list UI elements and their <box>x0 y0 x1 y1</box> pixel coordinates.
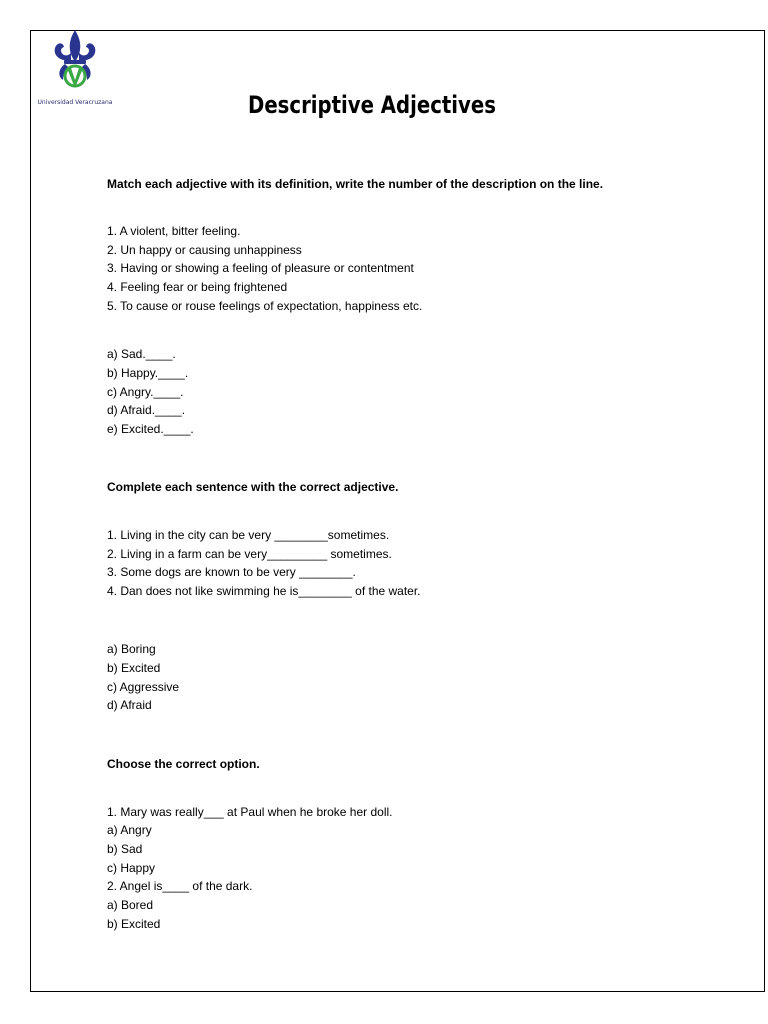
answer-option: b) Sad <box>107 842 143 856</box>
option-item: c) Aggressive <box>107 680 180 694</box>
option-item: b) Excited <box>107 661 161 675</box>
definition-item: 1. A violent, bitter feeling. <box>107 224 241 238</box>
adjective-item: b) Happy.____. <box>107 366 189 380</box>
section3-instruction: Choose the correct option. <box>107 757 260 771</box>
question-item: 1. Mary was really___ at Paul when he broke her doll. <box>107 805 393 819</box>
adjective-item: e) Excited.____. <box>107 422 194 436</box>
university-logo <box>30 28 120 110</box>
section1-instruction: Match each adjective with its definition, write the number of the description on the line. <box>107 177 604 191</box>
adjective-item: d) Afraid.____. <box>107 403 186 417</box>
answer-option: b) Excited <box>107 917 161 931</box>
answer-option: c) Happy <box>107 861 156 875</box>
sentence-item: 4. Dan does not like swimming he is________ of the water. <box>107 584 421 598</box>
option-item: d) Afraid <box>107 698 152 712</box>
page-title: Descriptive Adjectives <box>248 91 496 119</box>
option-item: a) Boring <box>107 642 156 656</box>
sentence-item: 1. Living in the city can be very ________sometimes. <box>107 528 390 542</box>
section2-instruction: Complete each sentence with the correct adjective. <box>107 480 399 494</box>
definition-item: 2. Un happy or causing unhappiness <box>107 243 302 257</box>
sentence-item: 2. Living in a farm can be very_________ sometimes. <box>107 547 392 561</box>
question-item: 2. Angel is____ of the dark. <box>107 879 253 893</box>
adjective-item: c) Angry.____. <box>107 385 184 399</box>
definition-item: 4. Feeling fear or being frightened <box>107 280 288 294</box>
logo-caption: Universidad Veracruzana <box>37 99 113 106</box>
adjective-item: a) Sad.____. <box>107 347 176 361</box>
answer-option: a) Angry <box>107 823 152 837</box>
answer-option: a) Bored <box>107 898 154 912</box>
fleur-de-lis-logo-icon <box>49 28 101 98</box>
definition-item: 5. To cause or rouse feelings of expectation, happiness etc. <box>107 299 423 313</box>
sentence-item: 3. Some dogs are known to be very ________. <box>107 565 356 579</box>
definition-item: 3. Having or showing a feeling of pleasure or contentment <box>107 261 414 275</box>
